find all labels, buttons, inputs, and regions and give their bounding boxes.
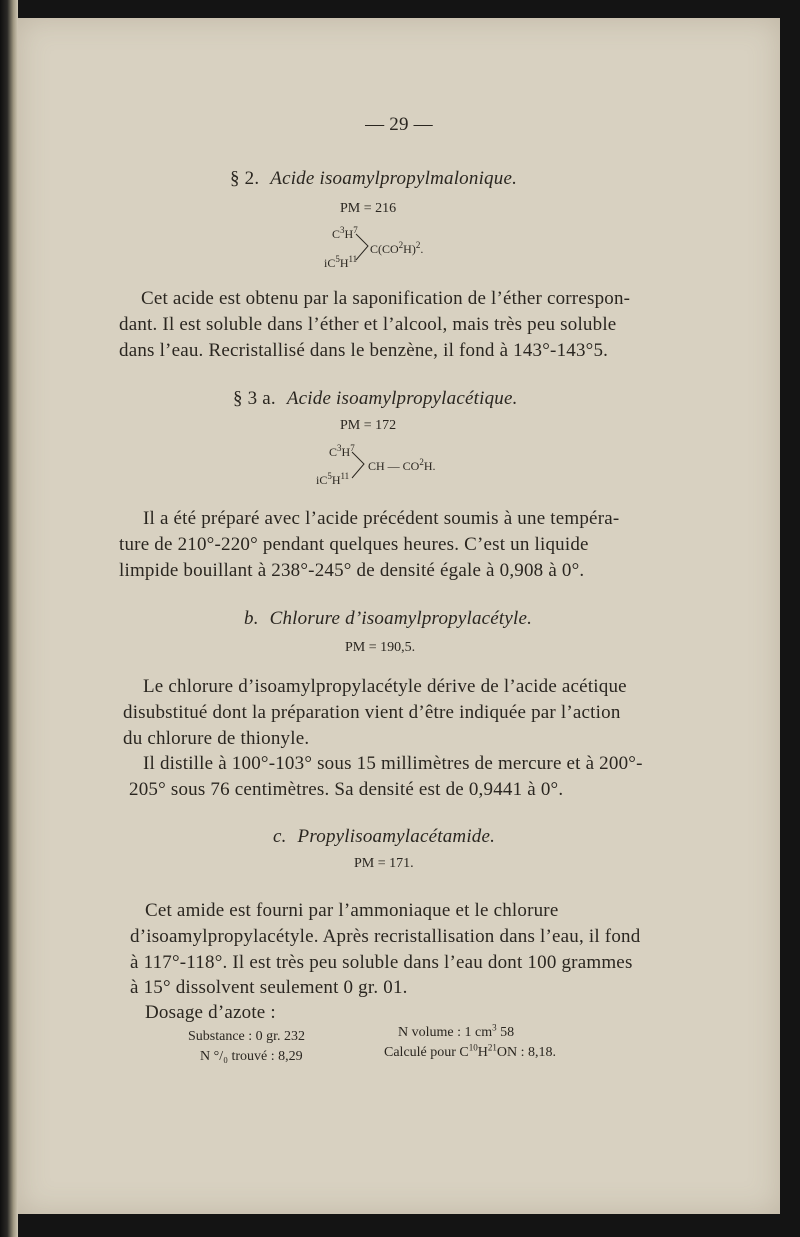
section-3a-prefix: § 3 a. [233, 388, 276, 409]
section-3b-heading [244, 608, 532, 630]
section-3a-para-line-2: ture de 210°-220° pendant quelques heures. C’est un liquide [119, 534, 589, 555]
section-3a-title: Acide isoamylpropylacétique. [286, 388, 518, 409]
section-2-para-line-2: dant. Il est soluble dans l’éther et l’alcool, mais très peu soluble [119, 314, 617, 335]
section-2-title: Acide isoamylpropylmalonique. [270, 168, 518, 189]
section-3a-heading [233, 388, 518, 410]
analysis-n-found: N °/₀ trouvé : 8,29 [200, 1049, 303, 1064]
section-3a-para-line-1: Il a été préparé avec l’acide précédent soumis à une tempéra- [143, 508, 620, 529]
section-3c-para-line-4: à 15° dissolvent seulement 0 gr. 01. [130, 977, 408, 998]
book-page [18, 18, 780, 1214]
section-3a-pm: PM = 172 [340, 418, 397, 433]
analysis-substance: Substance : 0 gr. 232 [188, 1029, 306, 1044]
section-3c-prefix: c. [273, 826, 287, 847]
section-3c-para-line-2: d’isoamylpropylacétyle. Après recristallisation dans l’eau, il fond [130, 926, 641, 947]
section-3b-para-1-line-2: disubstitué dont la préparation vient d’être indiquée par l’action [123, 702, 621, 723]
section-3c-pm: PM = 171. [354, 856, 414, 871]
section-3c-para-line-3: à 117°-118°. Il est très peu soluble dans l’eau dont 100 grammes [130, 952, 633, 973]
section-3b-para-2-line-2: 205° sous 76 centimètres. Sa densité est de 0,9441 à 0°. [129, 779, 564, 800]
section-2-heading [230, 168, 517, 190]
section-3b-pm: PM = 190,5. [345, 640, 416, 655]
section-3b-prefix: b. [244, 608, 259, 629]
section-2-para-line-3: dans l’eau. Recristallisé dans le benzène, il fond à 143°-143°5. [119, 340, 609, 361]
section-2-formula-top: $C^3H^7$ [332, 225, 358, 241]
section-2-prefix: § 2. [230, 168, 260, 189]
analysis-calculated: Calculé pour $C^{10}H^{21}ON$ : 8,18. [384, 1042, 557, 1060]
book-binding-edge [0, 0, 18, 1237]
section-3b-para-2-line-1: Il distille à 100°-103° sous 15 millimètres de mercure et à 200°- [143, 753, 643, 774]
section-3c-para-line-1: Cet amide est fourni par l’ammoniaque et le chlorure [145, 900, 559, 921]
section-3b-para-1-line-1: Le chlorure d’isoamylpropylacétyle dérive de l’acide acétique [143, 676, 627, 697]
section-3b-title: Chlorure d’isoamylpropylacétyle. [269, 608, 533, 629]
section-3b-para-1-line-3: du chlorure de thionyle. [123, 728, 310, 749]
section-2-formula-bottom: $iC^5H^{11}$ [324, 254, 358, 270]
analysis-n-volume: N volume : 1 $cm^3$ 58 [398, 1022, 515, 1040]
section-3c-heading [273, 826, 495, 848]
section-3c-title: Propylisoamylacétamide. [297, 826, 496, 847]
section-3a-formula-top: $C^3H^7$ [329, 443, 355, 459]
section-2-pm: PM = 216 [340, 201, 397, 216]
section-3a-para-line-3: limpide bouillant à 238°-245° de densité égale à 0,908 à 0°. [119, 560, 585, 581]
section-3a-formula-right: CH — $CO^2H$. [368, 457, 436, 473]
section-3c-dosage-label: Dosage d’azote : [145, 1002, 276, 1023]
section-2-para-line-1: Cet acide est obtenu par la saponification de l’éther correspon- [141, 288, 631, 309]
section-2-formula-right: $C(CO^2H)^2$. [370, 240, 424, 256]
section-3a-formula-bottom: $iC^5H^{11}$ [316, 471, 350, 487]
page-number: — 29 — [365, 114, 433, 135]
